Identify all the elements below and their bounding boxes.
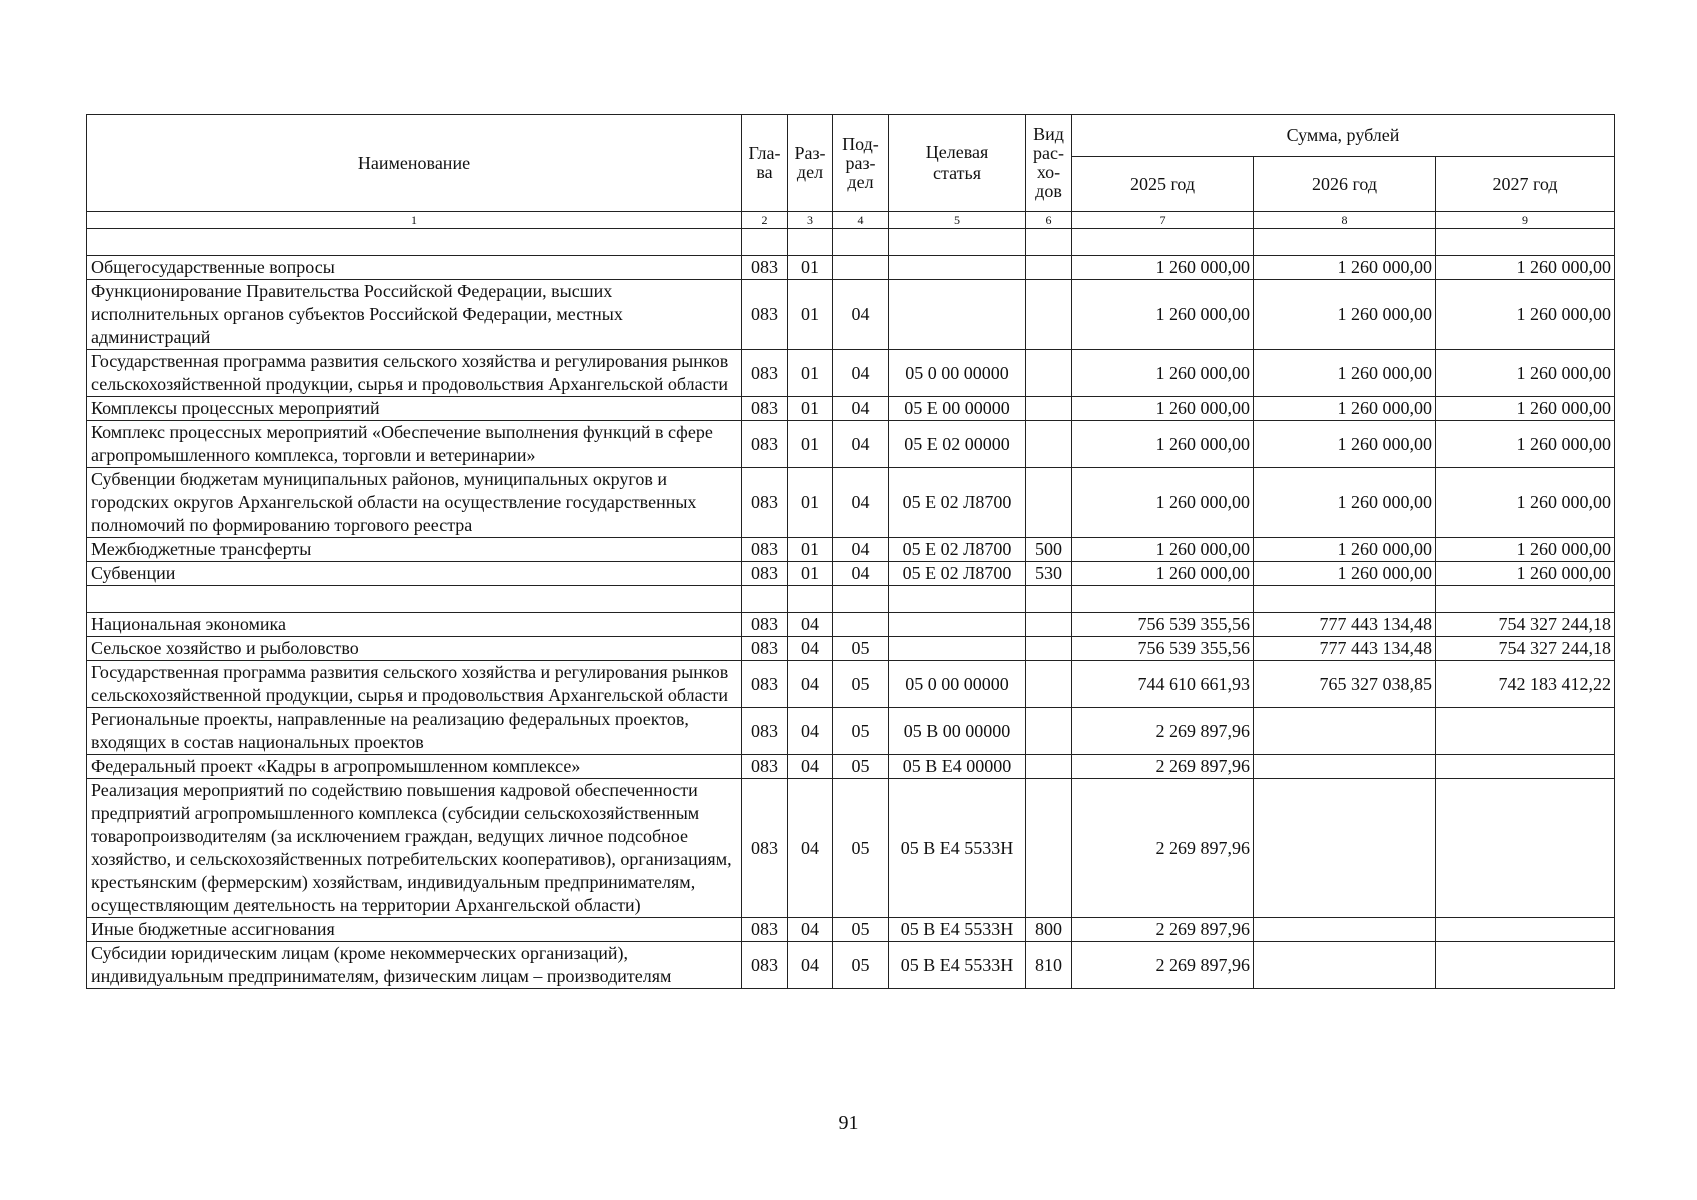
row-target-article [889,256,1026,280]
table-row [87,779,1615,918]
table-row [87,755,1615,779]
row-amount-2025: 1 260 000,00 [1072,350,1254,397]
row-target-article: 05 Е 02 Л8700 [889,468,1026,538]
row-section: 01 [788,468,833,538]
row-expense-type: 810 [1026,942,1072,989]
row-section: 01 [788,256,833,280]
row-expense-type: 800 [1026,918,1072,942]
row-name: Комплексы процессных мероприятий [87,397,742,421]
row-amount-2027 [1436,942,1615,989]
row-expense-type [1026,755,1072,779]
row-amount-2027 [1436,708,1615,755]
row-name: Федеральный проект «Кадры в агропромышленном комплексе» [87,755,742,779]
row-name: Государственная программа развития сельского хозяйства и регулирования рынков сельскохозяйственной продукции, сырья и продовольствия Архангельской области [87,350,742,397]
row-expense-type [1026,613,1072,637]
row-section: 04 [788,613,833,637]
column-number: 9 [1436,212,1615,229]
column-number: 4 [833,212,889,229]
empty-cell [1026,229,1072,256]
row-target-article: 05 В Е4 5533Н [889,779,1026,918]
row-chapter: 083 [742,942,788,989]
row-amount-2027: 754 327 244,18 [1436,637,1615,661]
column-number: 2 [742,212,788,229]
row-target-article: 05 В 00 00000 [889,708,1026,755]
empty-cell [889,229,1026,256]
row-subsection: 04 [833,421,889,468]
header-target-text: Целевая статья [925,142,989,183]
row-expense-type: 500 [1026,538,1072,562]
row-name: Функционирование Правительства Российской Федерации, высших исполнительных органов субъектов Российской Федерации, местных администраций [87,280,742,350]
header-expense-type [1026,115,1072,212]
empty-cell [1254,229,1436,256]
row-amount-2025: 1 260 000,00 [1072,256,1254,280]
row-expense-type [1026,280,1072,350]
row-chapter: 083 [742,779,788,918]
table-row [87,637,1615,661]
row-amount-2027: 754 327 244,18 [1436,613,1615,637]
column-number: 6 [1026,212,1072,229]
header-sum: Сумма, рублей [1072,115,1615,157]
row-chapter: 083 [742,468,788,538]
table-row [87,397,1615,421]
row-target-article [889,637,1026,661]
row-amount-2025: 1 260 000,00 [1072,397,1254,421]
row-chapter: 083 [742,613,788,637]
row-target-article: 05 В Е4 5533Н [889,942,1026,989]
row-subsection: 05 [833,637,889,661]
row-amount-2025: 2 269 897,96 [1072,708,1254,755]
row-target-article: 05 0 00 00000 [889,661,1026,708]
budget-table [86,114,1615,989]
row-expense-type [1026,637,1072,661]
empty-cell [1072,586,1254,613]
page-number: 91 [838,1112,859,1134]
row-target-article [889,280,1026,350]
empty-cell [889,586,1026,613]
row-amount-2027: 1 260 000,00 [1436,421,1615,468]
row-name: Субвенции [87,562,742,586]
row-amount-2025: 2 269 897,96 [1072,942,1254,989]
row-section: 04 [788,637,833,661]
header-section-text: Раз- дел [794,143,826,182]
row-subsection: 05 [833,661,889,708]
row-subsection: 05 [833,708,889,755]
table-row [87,708,1615,755]
row-target-article: 05 Е 00 00000 [889,397,1026,421]
row-section: 04 [788,755,833,779]
row-amount-2027: 742 183 412,22 [1436,661,1615,708]
row-amount-2026: 1 260 000,00 [1254,562,1436,586]
row-amount-2026: 777 443 134,48 [1254,637,1436,661]
row-chapter: 083 [742,397,788,421]
table-row [87,256,1615,280]
row-target-article: 05 0 00 00000 [889,350,1026,397]
row-name: Сельское хозяйство и рыболовство [87,637,742,661]
spacer-row [87,586,1615,613]
row-section: 01 [788,397,833,421]
row-amount-2027: 1 260 000,00 [1436,256,1615,280]
empty-cell [788,229,833,256]
header-subsection [833,115,889,212]
row-amount-2025: 756 539 355,56 [1072,613,1254,637]
header-target [889,115,1026,212]
row-section: 04 [788,779,833,918]
empty-cell [1026,586,1072,613]
table-row [87,280,1615,350]
row-target-article [889,613,1026,637]
row-amount-2025: 2 269 897,96 [1072,918,1254,942]
empty-cell [833,586,889,613]
row-amount-2027: 1 260 000,00 [1436,350,1615,397]
row-expense-type [1026,397,1072,421]
table-row [87,421,1615,468]
empty-cell [742,229,788,256]
row-name: Субвенции бюджетам муниципальных районов, муниципальных округов и городских округов Архангельской области на осуществление государственных полномочий по формированию торгового реестра [87,468,742,538]
row-amount-2025: 1 260 000,00 [1072,538,1254,562]
header-name: Наименование [87,115,742,212]
row-expense-type: 530 [1026,562,1072,586]
row-subsection: 04 [833,280,889,350]
row-amount-2027: 1 260 000,00 [1436,397,1615,421]
empty-cell [742,586,788,613]
table-row [87,613,1615,637]
row-target-article: 05 Е 02 Л8700 [889,538,1026,562]
row-amount-2026 [1254,779,1436,918]
row-name: Общегосударственные вопросы [87,256,742,280]
row-subsection: 05 [833,918,889,942]
row-section: 04 [788,661,833,708]
row-chapter: 083 [742,708,788,755]
row-amount-2026: 1 260 000,00 [1254,256,1436,280]
row-amount-2025: 1 260 000,00 [1072,468,1254,538]
table-row [87,942,1615,989]
column-number: 5 [889,212,1026,229]
row-amount-2025: 744 610 661,93 [1072,661,1254,708]
row-chapter: 083 [742,538,788,562]
row-amount-2026: 1 260 000,00 [1254,280,1436,350]
row-name: Государственная программа развития сельского хозяйства и регулирования рынков сельскохозяйственной продукции, сырья и продовольствия Архангельской области [87,661,742,708]
table-body [87,229,1615,989]
row-amount-2025: 1 260 000,00 [1072,280,1254,350]
empty-cell [1436,229,1615,256]
row-chapter: 083 [742,562,788,586]
row-name: Реализация мероприятий по содействию повышения кадровой обеспеченности предприятий агропромышленного комплекса (субсидии сельскохозяйственным товаропроизводителям (за исключением граждан, ведущих личное подсобное хозяйство, и сельскохозяйственных потребительских кооперативов), организациям, крестьянским (фермерским) хозяйствам, индивидуальным предпринимателям, осуществляющим деятельность на территории Архангельской области) [87,779,742,918]
row-amount-2026: 1 260 000,00 [1254,468,1436,538]
row-subsection: 04 [833,538,889,562]
table-row [87,538,1615,562]
table-row [87,562,1615,586]
table-row [87,468,1615,538]
header-subsection-text: Под- раз- дел [842,133,879,192]
row-amount-2026 [1254,708,1436,755]
row-section: 01 [788,421,833,468]
row-subsection: 04 [833,468,889,538]
column-number-row [87,212,1615,229]
row-amount-2025: 1 260 000,00 [1072,421,1254,468]
row-amount-2027: 1 260 000,00 [1436,538,1615,562]
row-amount-2026 [1254,942,1436,989]
empty-cell [833,229,889,256]
row-expense-type [1026,421,1072,468]
row-amount-2025: 1 260 000,00 [1072,562,1254,586]
row-subsection [833,613,889,637]
row-subsection: 05 [833,755,889,779]
empty-cell [87,229,742,256]
header-chapter [742,115,788,212]
empty-cell [1254,586,1436,613]
row-amount-2025: 2 269 897,96 [1072,779,1254,918]
empty-cell [1072,229,1254,256]
empty-cell [788,586,833,613]
column-number: 3 [788,212,833,229]
row-subsection: 05 [833,942,889,989]
table-row [87,350,1615,397]
row-name: Субсидии юридическим лицам (кроме некоммерческих организаций), индивидуальным предпринимателям, физическим лицам – производителям [87,942,742,989]
spacer-row [87,229,1615,256]
row-name: Региональные проекты, направленные на реализацию федеральных проектов, входящих в состав национальных проектов [87,708,742,755]
row-amount-2026: 765 327 038,85 [1254,661,1436,708]
row-expense-type [1026,350,1072,397]
header-expense-type-text: Вид рас- хо- дов [1033,124,1064,201]
row-expense-type [1026,256,1072,280]
row-amount-2027: 1 260 000,00 [1436,280,1615,350]
row-target-article: 05 В Е4 5533Н [889,918,1026,942]
row-amount-2027 [1436,779,1615,918]
row-amount-2025: 756 539 355,56 [1072,637,1254,661]
row-chapter: 083 [742,350,788,397]
row-section: 01 [788,280,833,350]
row-subsection: 04 [833,397,889,421]
row-amount-2026: 1 260 000,00 [1254,350,1436,397]
row-section: 04 [788,942,833,989]
row-amount-2026 [1254,755,1436,779]
row-amount-2027: 1 260 000,00 [1436,562,1615,586]
row-subsection [833,256,889,280]
row-chapter: 083 [742,918,788,942]
row-subsection: 04 [833,562,889,586]
empty-cell [1436,586,1615,613]
row-chapter: 083 [742,256,788,280]
row-amount-2027: 1 260 000,00 [1436,468,1615,538]
row-subsection: 05 [833,779,889,918]
row-chapter: 083 [742,280,788,350]
row-name: Иные бюджетные ассигнования [87,918,742,942]
row-expense-type [1026,708,1072,755]
header-year-2026: 2026 год [1254,157,1436,212]
header-year-2025: 2025 год [1072,157,1254,212]
table-row [87,918,1615,942]
row-amount-2026: 1 260 000,00 [1254,538,1436,562]
row-subsection: 04 [833,350,889,397]
header-chapter-text: Гла- ва [748,143,781,182]
empty-cell [87,586,742,613]
row-expense-type [1026,468,1072,538]
row-expense-type [1026,779,1072,918]
row-target-article: 05 Е 02 Л8700 [889,562,1026,586]
row-section: 01 [788,350,833,397]
row-amount-2027 [1436,918,1615,942]
table-row [87,661,1615,708]
row-chapter: 083 [742,661,788,708]
row-name: Межбюджетные трансферты [87,538,742,562]
row-chapter: 083 [742,421,788,468]
row-amount-2026 [1254,918,1436,942]
row-amount-2025: 2 269 897,96 [1072,755,1254,779]
row-chapter: 083 [742,755,788,779]
header-section [788,115,833,212]
row-target-article: 05 Е 02 00000 [889,421,1026,468]
row-section: 01 [788,562,833,586]
row-section: 01 [788,538,833,562]
row-section: 04 [788,708,833,755]
row-target-article: 05 В Е4 00000 [889,755,1026,779]
row-section: 04 [788,918,833,942]
row-name: Национальная экономика [87,613,742,637]
row-expense-type [1026,661,1072,708]
column-number: 8 [1254,212,1436,229]
column-number: 7 [1072,212,1254,229]
row-name: Комплекс процессных мероприятий «Обеспечение выполнения функций в сфере агропромышленного комплекса, торговли и ветеринарии» [87,421,742,468]
row-chapter: 083 [742,637,788,661]
column-number: 1 [87,212,742,229]
row-amount-2026: 777 443 134,48 [1254,613,1436,637]
row-amount-2026: 1 260 000,00 [1254,397,1436,421]
row-amount-2026: 1 260 000,00 [1254,421,1436,468]
header-year-2027: 2027 год [1436,157,1615,212]
row-amount-2027 [1436,755,1615,779]
